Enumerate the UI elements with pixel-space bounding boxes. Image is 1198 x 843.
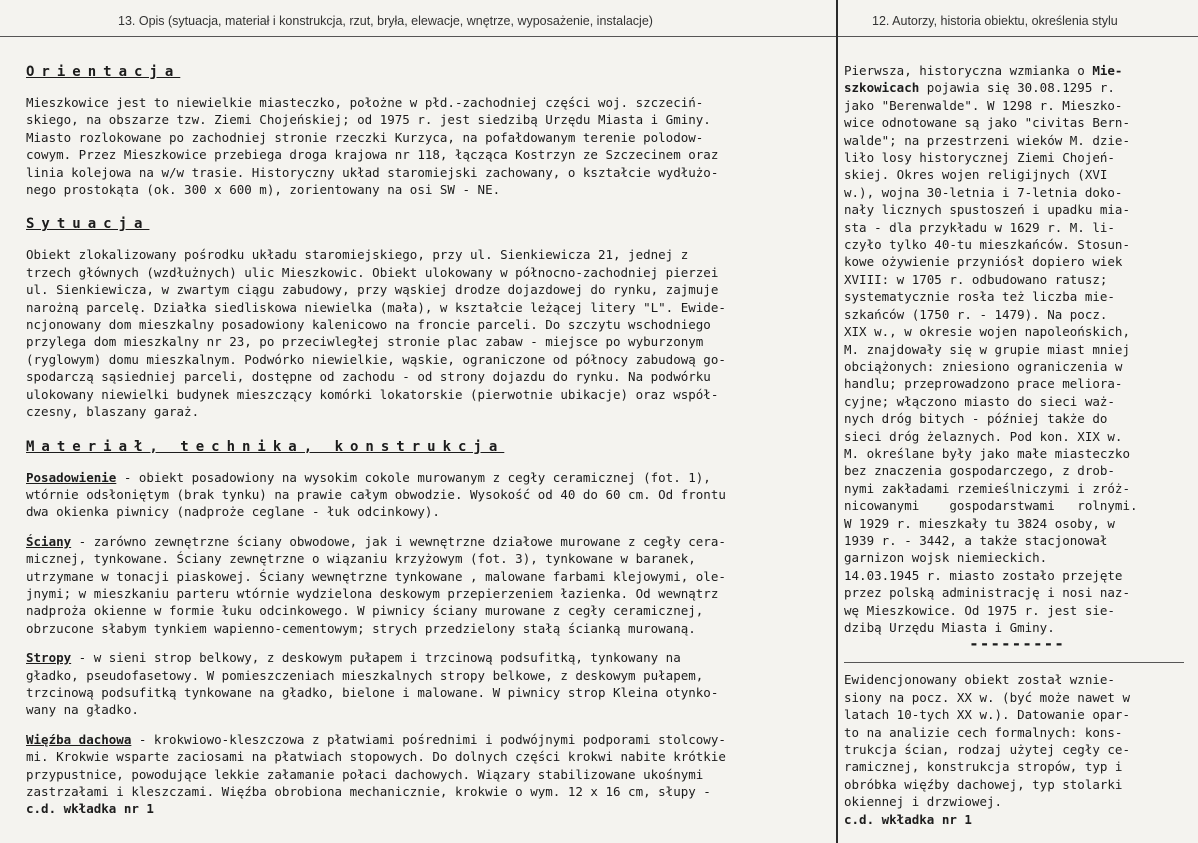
continuation-note: c.d. wkładka nr 1: [844, 811, 972, 827]
text-line: (ryglowym) domu mieszkalnym. Podwórko niewielkie, wąskie, ograniczone od północy zabudową go-: [26, 351, 726, 367]
top-rule: [0, 36, 1198, 37]
text-line: obrzucone słabym tynkiem wapienno-cementowym; strych przedzielony stałą ścianką murowaną.: [26, 620, 696, 636]
text-line: 1939 r. - 3442, a także stacjonował: [844, 532, 1108, 548]
text-line: cowym. Przez Mieszkowice przebiega droga krajowa nr 118, łącząca Kostrzyn ze Szczecinem oraz: [26, 147, 719, 163]
text-line: nymi zakładami rzemieślniczymi i zróż-: [844, 480, 1130, 496]
sytuacja-text: [26, 246, 826, 420]
orientacja-text: [26, 94, 826, 198]
text-line: XIX w., w okresie wojen napoleońskich,: [844, 324, 1130, 340]
wiezba-label: Więźba dachowa: [26, 731, 132, 747]
text-line: XVIII: w 1705 r. odbudowano ratusz;: [844, 271, 1108, 287]
text-line: czyło tylko 40-tu mieszkańców. Stosun-: [844, 237, 1130, 253]
text-line: trzech głównych (wzdłużnych) ulic Mieszkowic. Obiekt ulokowany w północno-zachodniej pierzei: [26, 264, 719, 280]
sciany-label: Ściany: [26, 533, 72, 549]
column-divider: [836, 0, 838, 843]
section-title-material: Materiał, technika, konstrukcja: [26, 438, 505, 455]
town-name-bold: Mie-: [1092, 63, 1123, 78]
text-line: okiennej i drzwiowej.: [844, 794, 1003, 810]
text-line: gładko, pseudofasetowy. W pomieszczeniach mieszkalnych stropy belkowe, z deskowym pułapem,: [26, 667, 704, 683]
text-line: to na analizie cech formalnych: kons-: [844, 724, 1123, 740]
text-line: ul. Sienkiewicza, w zwartym ciągu zabudowy, przy wąskiej drodze dojazdowej do rynku, zajmuje: [26, 282, 719, 298]
text-line: cyjne; włączono miasto do sieci waż-: [844, 393, 1115, 409]
text-line: linia kolejowa na w/w trasie. Historyczny układ staromiejski zachowany, o kształcie wydłużo-: [26, 164, 719, 180]
text-line: latach 10-tych XX w.). Datowanie opar-: [844, 707, 1130, 723]
text-line: kowe ożywienie przyniósł dopiero wiek: [844, 254, 1123, 270]
text-line: przylega dom mieszkalny nr 23, po przeciwległej stronie plac zabaw - miejsce po wyburzonym: [26, 334, 704, 350]
section-divider: ---------: [969, 634, 1065, 654]
text-line: dwa okienka piwnicy (nadproże ceglane - łuk odcinkowy).: [26, 504, 440, 520]
text-line: spodarczą sąsiedniej parceli, dostępne od zachodu - od strony dojazdu do rynku. Na podwórku: [26, 369, 711, 385]
text-line: nadproża okienne w formie łuku odcinkowego. W piwnicy ściany murowane z cegły ceramicznej,: [26, 603, 704, 619]
text-line: obróbka więźby dachowej, typ stolarki: [844, 776, 1123, 792]
header-description: 13. Opis (sytuacja, materiał i konstrukcja, rzut, bryła, elewacje, wnętrze, wyposażenie, instalacje): [118, 14, 653, 28]
continuation-note: c.d. wkładka nr 1: [26, 801, 154, 817]
text-line: walde"; na przestrzeni wieków M. dzie-: [844, 132, 1130, 148]
header-history: 12. Autorzy, historia obiektu, określenia stylu: [872, 14, 1118, 28]
town-name-bold: szkowicach: [844, 80, 920, 96]
text-line: utrzymane w tonacji piaskowej. Ściany wewnętrzne tynkowane , malowane farbami klejowymi, ole-: [26, 568, 726, 584]
text-line: ramicznej, konstrukcja stropów, typ i: [844, 759, 1123, 775]
text-line: W 1929 r. mieszkały tu 3824 osoby, w: [844, 515, 1115, 531]
text-line: systematycznie rosła też liczba mie-: [844, 289, 1115, 305]
text-line: sta - dla przykładu w 1629 r. M. li-: [844, 219, 1115, 235]
text-line: nicowanymi gospodarstwami rolnymi.: [844, 498, 1138, 514]
text-line: trukcja ścian, rodzaj użytej cegły ce-: [844, 742, 1130, 758]
text-line: - obiekt posadowiony na wysokim cokole murowanym z cegły ceramicznej (fot. 1),: [116, 469, 711, 485]
history-column: [844, 62, 1190, 828]
text-line: M. znajdowały się w grupie miast mniej: [844, 341, 1130, 357]
text-line: nych dróg bitych - później także do: [844, 411, 1108, 427]
text-line: szkańców (1750 r. - 1479). Na pocz.: [844, 306, 1108, 322]
text-line: siony na pocz. XX w. (być może nawet w: [844, 689, 1130, 705]
text-line: skiego, na obszarze tzw. Ziemi Chojeńskiej; od 1975 r. jest siedzibą Urzędu Miasta i Gminy.: [26, 112, 711, 128]
text-line: 14.03.1945 r. miasto zostało przejęte: [844, 567, 1123, 583]
text-line: ulokowany niewielki budynek mieszczący komórki lokatorskie (pierwotnie ubikacje) oraz współ-: [26, 386, 719, 402]
description-column: [26, 62, 826, 818]
section-title-sytuacja: Sytuacja: [26, 216, 150, 233]
text-line: trzcinową podsufitką tynkowane na gładko, bielone i malowane. W piwnicy strop Kleina otynko-: [26, 684, 719, 700]
text-line: Obiekt zlokalizowany pośrodku układu staromiejskiego, przy ul. Sienkiewicza 21, jednej z: [26, 247, 689, 263]
text-line: jako "Berenwalde". W 1298 r. Mieszko-: [844, 97, 1123, 113]
text-line: jnymi; w mieszkaniu parteru wtórnie wydzielona deskowym przepierzeniem łazienka. Od wewnątrz: [26, 585, 719, 601]
text-line: obciążonych: zniesiono ograniczenia w: [844, 358, 1123, 374]
text-line: M. określane były jako małe miasteczko: [844, 445, 1130, 461]
text-line: skiej. Okres wojen religijnych (XVI: [844, 167, 1108, 183]
wiezba-block: [26, 731, 826, 818]
text-line: czesny, blaszany garaż.: [26, 404, 200, 420]
text-line: zastrzałami i kleszczami. Więźba obrobiona mechanicznie, krokwie o wym. 12 x 16 cm, słupy -: [26, 784, 711, 799]
stropy-block: [26, 649, 826, 719]
text-line: - w sieni strop belkowy, z deskowym pułapem i trzcinową podsufitką, tynkowany na: [71, 650, 681, 666]
text-line: pojawia się 30.08.1295 r.: [919, 80, 1115, 96]
text-line: nały licznych spustoszeń i upadku mia-: [844, 202, 1130, 218]
text-line: wę Mieszkowice. Od 1975 r. jest sie-: [844, 602, 1115, 618]
separator-rule: [844, 662, 1184, 663]
posadowienie-block: [26, 469, 826, 521]
text-line: przypustnice, powodujące lekkie załamanie połaci dachowych. Wiązary stabilizowane ukośnymi: [26, 766, 704, 782]
section-title-orientacja: Orientacja: [26, 64, 181, 80]
text-line: Mieszkowice jest to niewielkie miasteczko, położne w płd.-zachodniej części woj. szczeciń-: [26, 95, 704, 110]
text-line: Ewidencjonowany obiekt został wznie-: [844, 672, 1115, 688]
text-line: w.), wojna 30-letnia i 7-letnia doko-: [844, 184, 1123, 200]
text-line: dzibą Urzędu Miasta i Gminy.: [844, 620, 1055, 635]
text-line: micznej, tynkowane. Ściany zewnętrzne o wiązaniu krzyżowym (fot. 3), tynkowane w baranek,: [26, 551, 696, 567]
text-line: mi. Krokwie wsparte zaciosami na płatwiach stopowych. Do dolnych części krokwi nabite krótkie: [26, 749, 726, 765]
text-line: Pierwsza, historyczna wzmianka o: [844, 63, 1093, 78]
posadowienie-label: Posadowienie: [26, 469, 117, 485]
text-line: liło losy historycznej Ziemi Chojeń-: [844, 150, 1115, 166]
text-line: garnizon wojsk niemieckich.: [844, 550, 1048, 566]
sciany-block: [26, 533, 826, 637]
stropy-label: Stropy: [26, 650, 72, 666]
text-line: handlu; przeprowadzono prace meliora-: [844, 376, 1123, 392]
text-line: wtórnie odsłoniętym (brak tynku) na prawie całym obwodzie. Wysokość od 40 do 60 cm. Od frontu: [26, 486, 726, 502]
text-line: narożną parcelę. Działka siedliskowa niewielka (mała), w kształcie leżącej litery "L". Ewide-: [26, 299, 726, 315]
text-line: bez znaczenia gospodarczego, z drob-: [844, 463, 1115, 479]
text-line: wice odnotowane są jako "civitas Bern-: [844, 115, 1130, 131]
text-line: wany na gładko.: [26, 702, 139, 718]
text-line: nego prostokąta (ok. 300 x 600 m), zorientowany na osi SW - NE.: [26, 182, 501, 198]
text-line: ncjonowany dom mieszkalny posadowiony kalenicowo na froncie parceli. Do szczytu wschodniego: [26, 317, 711, 333]
text-line: Miasto rozlokowane po zachodniej stronie rzeczki Kurzyca, na pofałdowanym terenie polodow-: [26, 129, 704, 145]
text-line: sieci dróg żelaznych. Pod kon. XIX w.: [844, 428, 1123, 444]
text-line: - zarówno zewnętrzne ściany obwodowe, jak i wewnętrzne działowe murowane z cegły cera-: [71, 533, 726, 549]
text-line: - krokwiowo-kleszczowa z płatwiami pośrednimi i podwójnymi podporami stolcowy-: [131, 731, 726, 747]
text-line: przez polską administrację i nosi naz-: [844, 585, 1130, 601]
